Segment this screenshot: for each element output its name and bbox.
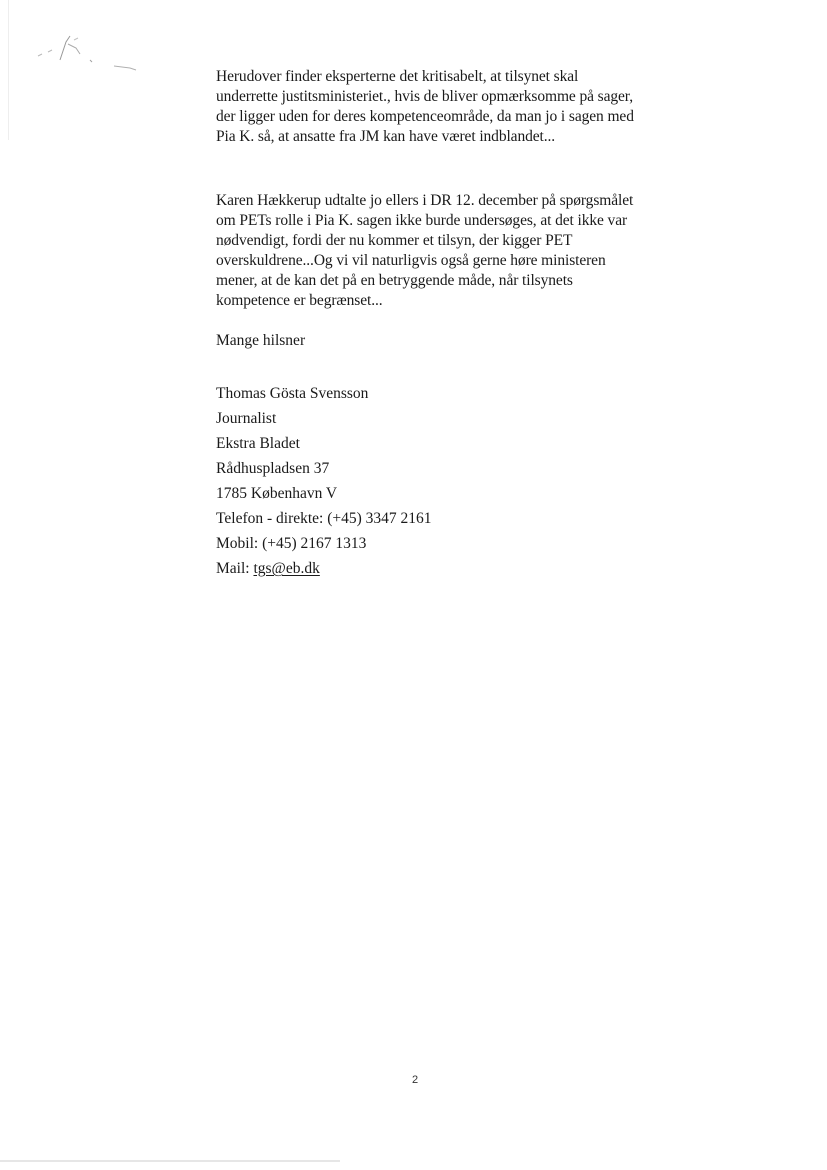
signature-city: 1785 København V xyxy=(216,485,338,502)
scan-artifact-mark xyxy=(30,30,150,80)
letter-greeting: Mange hilsner xyxy=(216,332,306,349)
signature-title: Journalist xyxy=(216,410,277,427)
page-number: 2 xyxy=(411,1074,419,1086)
signature-mail-link[interactable]: tgs@eb.dk xyxy=(253,560,320,577)
signature-mail xyxy=(216,556,432,581)
signature-mobile: Mobil: (+45) 2167 1313 xyxy=(216,535,367,552)
signature-name: Thomas Gösta Svensson xyxy=(216,385,369,402)
signature-phone-direct: Telefon - direkte: (+45) 3347 2161 xyxy=(216,510,432,527)
letter-paragraph-1: Herudover finder eksperterne det kritisabelt, at tilsynet skal underrette justitsministeriet., hvis de bliver opmærksomme på sager, der ligger uden for deres kompetenceområde, da man jo i sagen med Pia K. så, at ansatte fra JM kan have været indblandet... xyxy=(216,68,634,145)
letter-paragraph-2: Karen Hækkerup udtalte jo ellers i DR 12. december på spørgsmålet om PETs rolle i Pia K. sagen ikke burde undersøges, at det ikke var nødvendigt, fordi der nu kommer et tilsyn, der kigger PET overskuldrene...Og vi vil naturligvis også gerne høre ministeren mener, at de kan det på en betryggende måde, når tilsynets kompetence er begrænset... xyxy=(216,192,634,309)
signature-mail-label: Mail: xyxy=(216,560,254,577)
signature-street: Rådhuspladsen 37 xyxy=(216,460,330,477)
scan-left-edge xyxy=(8,0,9,140)
scan-bottom-edge xyxy=(0,1160,340,1162)
signature-organization: Ekstra Bladet xyxy=(216,435,300,452)
signature-block xyxy=(216,381,432,581)
